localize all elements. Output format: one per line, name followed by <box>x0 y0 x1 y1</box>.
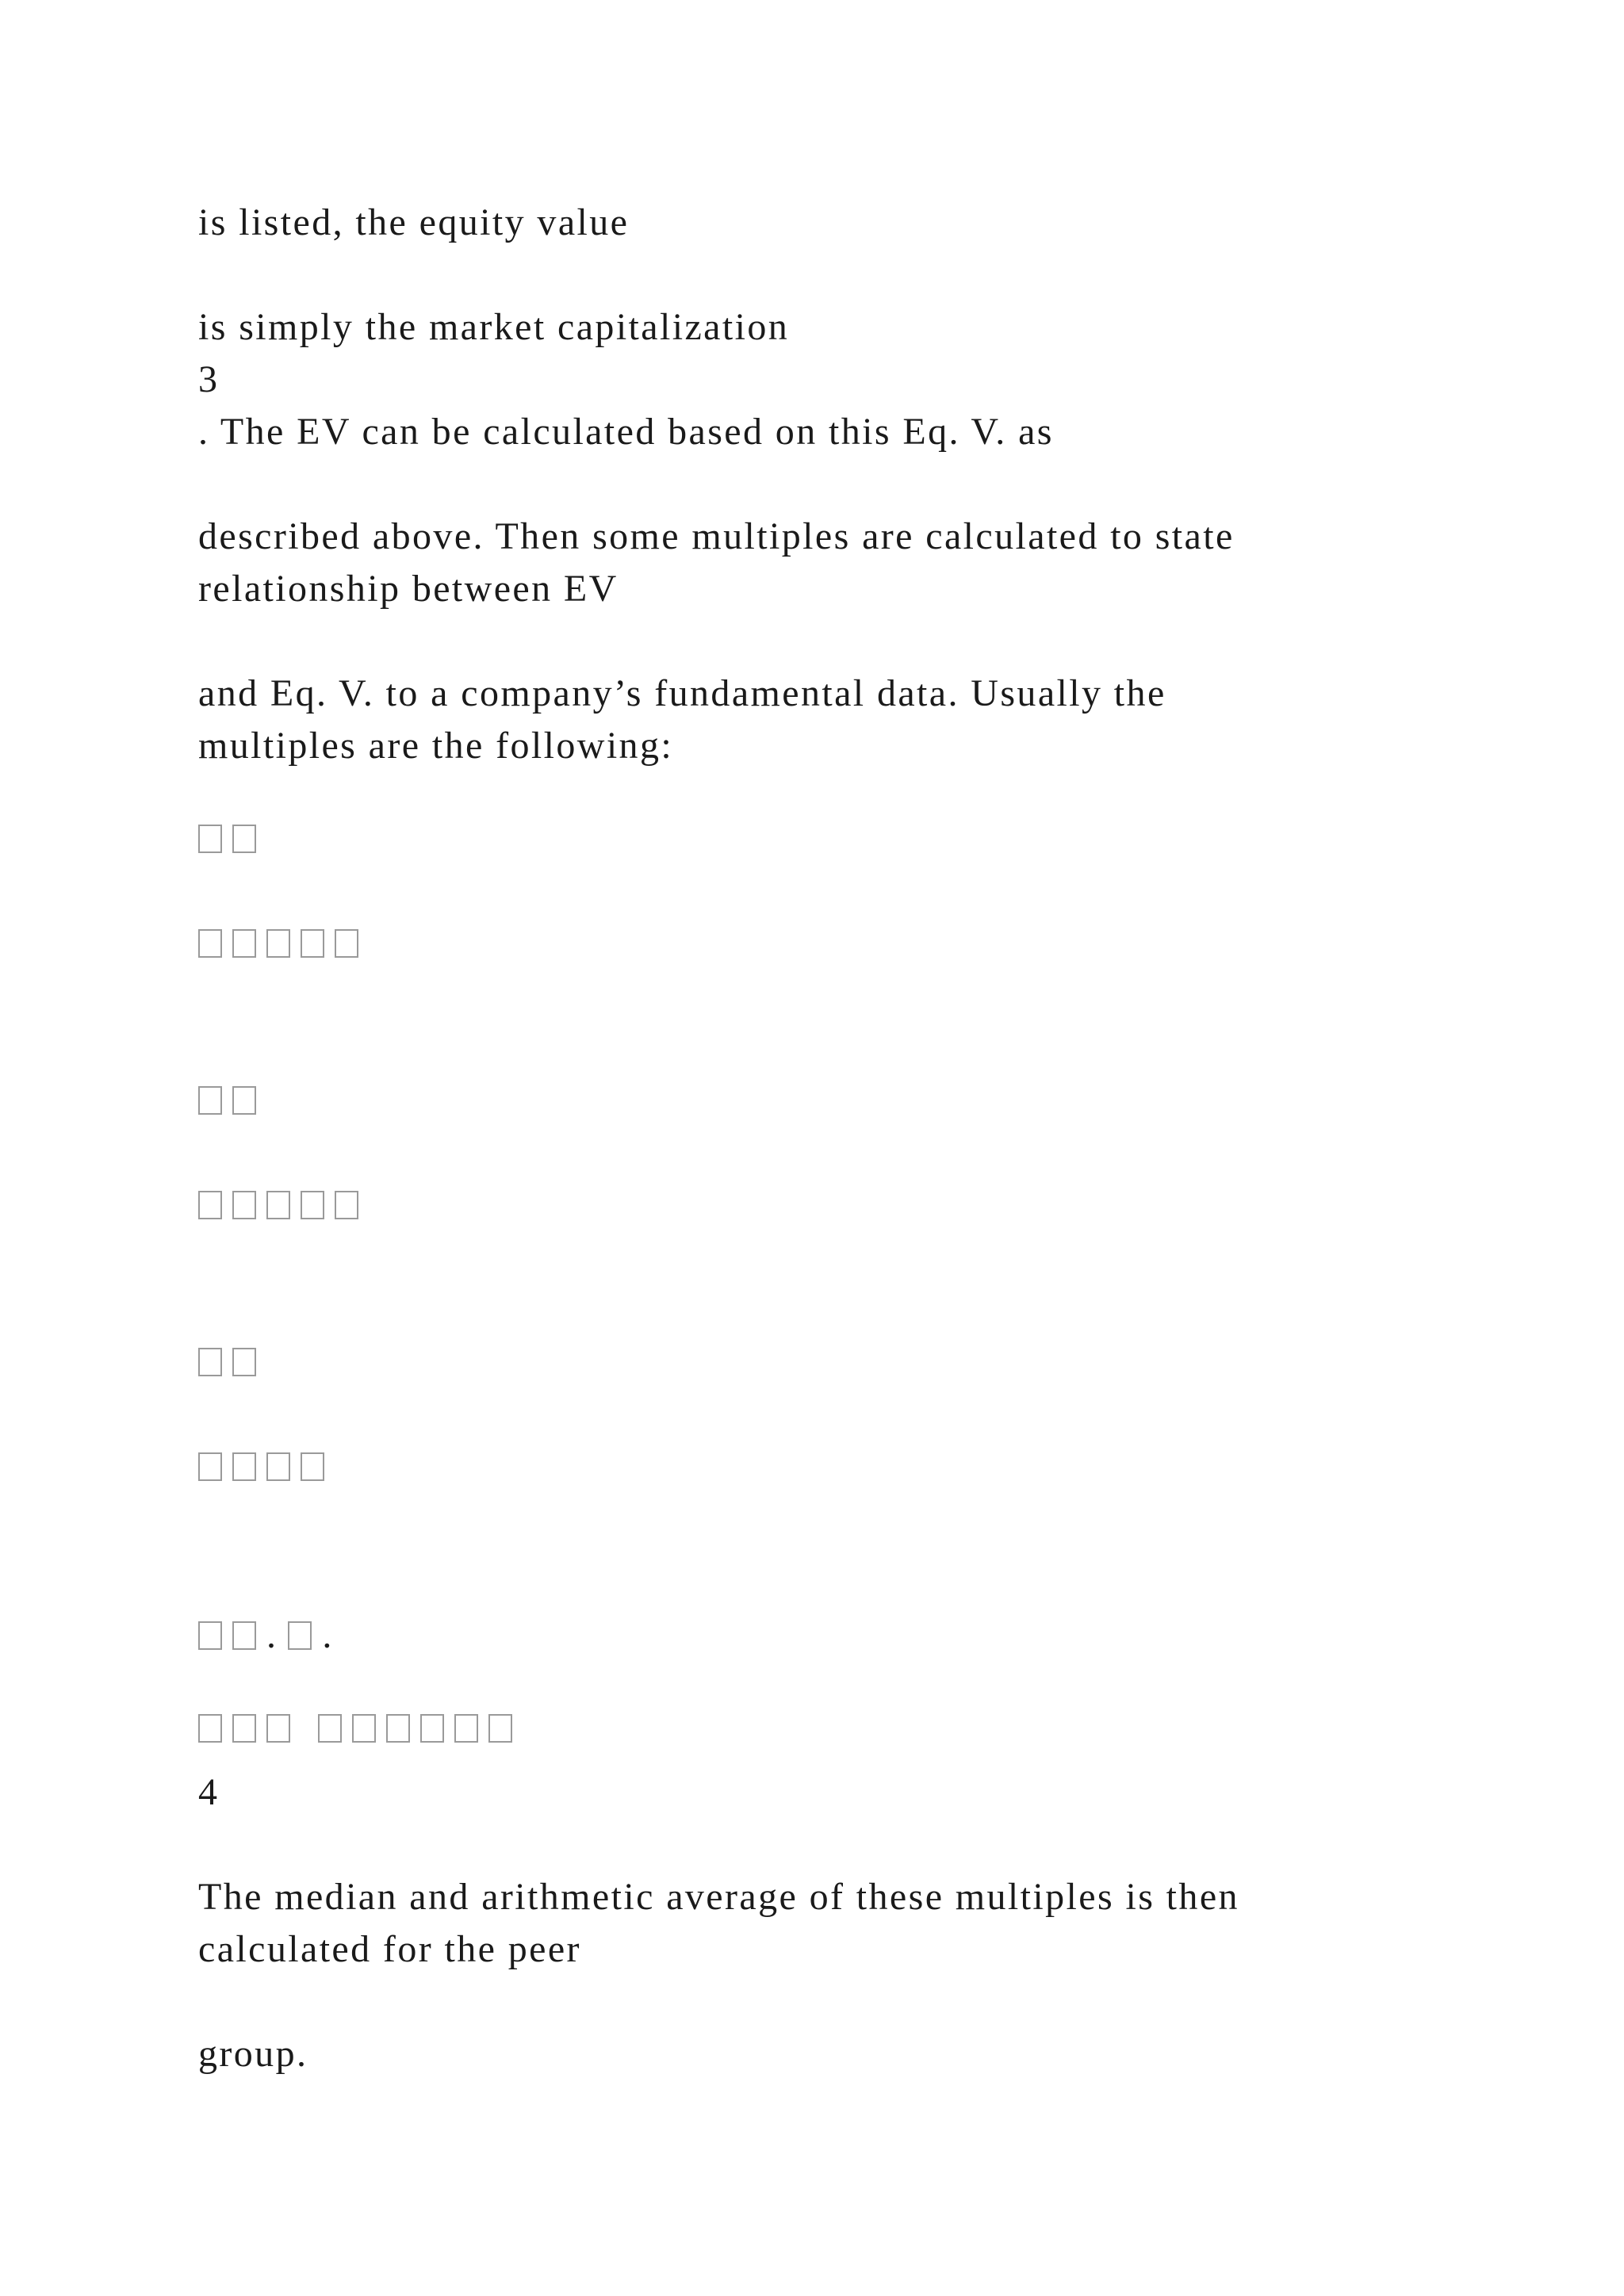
missing-glyph-row <box>198 1609 344 1662</box>
missing-glyph-row <box>198 1191 369 1219</box>
missing-glyph-box <box>232 1191 256 1219</box>
missing-glyph-box <box>335 1191 358 1219</box>
footnote-ref: 3 <box>198 358 220 400</box>
missing-glyph-box <box>352 1714 376 1743</box>
missing-glyph-row <box>198 1348 266 1376</box>
glyph-punctuation: . <box>322 1614 334 1656</box>
missing-glyph-row <box>198 1452 335 1481</box>
missing-glyph-box <box>301 1191 324 1219</box>
missing-glyph-box <box>198 1348 222 1376</box>
text-line: described above. Then some multiples are calculated to state <box>198 515 1235 557</box>
missing-glyph-row <box>198 929 369 958</box>
text-line: . The EV can be calculated based on this Eq. V. as <box>198 411 1054 453</box>
missing-glyph-box <box>198 1621 222 1650</box>
text-line: multiples are the following: <box>198 725 674 767</box>
text-line: group. <box>198 2033 308 2075</box>
missing-glyph-box <box>318 1714 342 1743</box>
footnote-ref: 4 <box>198 1771 220 1813</box>
missing-glyph-box <box>232 1452 256 1481</box>
missing-glyph-box <box>301 1452 324 1481</box>
text-line: relationship between EV <box>198 568 619 610</box>
missing-glyph-box <box>232 929 256 958</box>
text-line: is simply the market capitalization <box>198 306 790 348</box>
missing-glyph-box <box>232 1714 256 1743</box>
text-line: The median and arithmetic average of these multiples is then <box>198 1876 1239 1918</box>
missing-glyph-row <box>198 1086 266 1115</box>
missing-glyph-row <box>198 825 266 853</box>
missing-glyph-box <box>232 1086 256 1115</box>
missing-glyph-box <box>266 1191 290 1219</box>
missing-glyph-box <box>198 929 222 958</box>
missing-glyph-box <box>232 1621 256 1650</box>
text-line: is listed, the equity value <box>198 201 630 243</box>
glyph-punctuation: . <box>266 1614 278 1656</box>
missing-glyph-box <box>198 1714 222 1743</box>
missing-glyph-box <box>335 929 358 958</box>
missing-glyph-box <box>198 825 222 853</box>
text-line: and Eq. V. to a company’s fundamental data. Usually the <box>198 672 1166 714</box>
missing-glyph-box <box>386 1714 410 1743</box>
missing-glyph-box <box>198 1086 222 1115</box>
missing-glyph-box <box>266 929 290 958</box>
missing-glyph-row <box>198 1714 523 1743</box>
missing-glyph-box <box>232 1348 256 1376</box>
missing-glyph-box <box>266 1714 290 1743</box>
missing-glyph-box <box>288 1621 312 1650</box>
missing-glyph-box <box>454 1714 478 1743</box>
missing-glyph-box <box>266 1452 290 1481</box>
text-line: calculated for the peer <box>198 1928 581 1970</box>
missing-glyph-box <box>488 1714 512 1743</box>
missing-glyph-box <box>301 929 324 958</box>
missing-glyph-box <box>198 1452 222 1481</box>
missing-glyph-box <box>420 1714 444 1743</box>
missing-glyph-box <box>198 1191 222 1219</box>
missing-glyph-box <box>232 825 256 853</box>
